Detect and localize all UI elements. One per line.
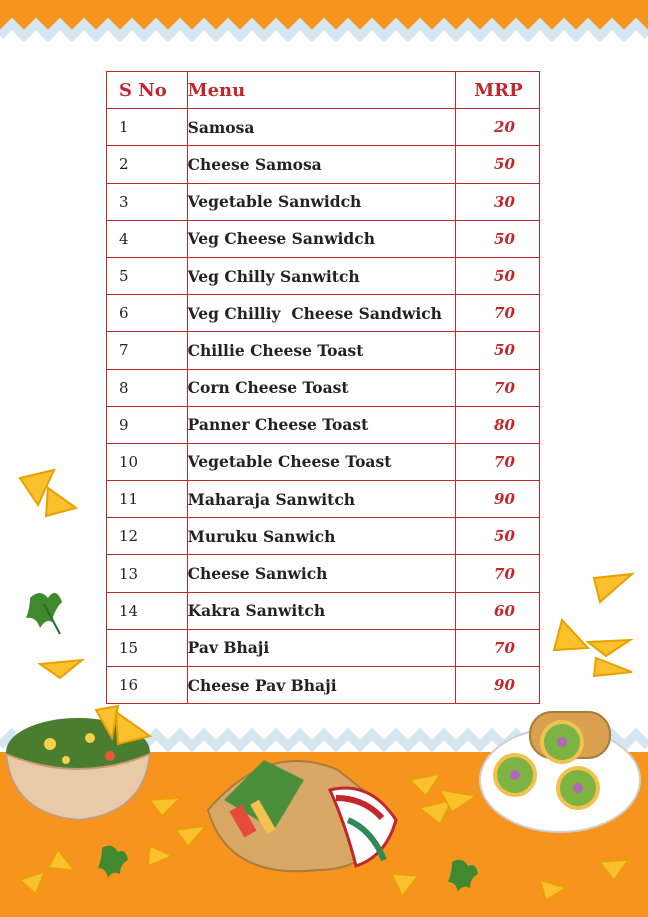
row-sno: 8 [107, 369, 188, 406]
table-row [107, 518, 540, 555]
row-sno: 1 [107, 109, 188, 146]
row-sno: 15 [107, 629, 188, 666]
row-mrp: 50 [455, 332, 539, 369]
table-row [107, 332, 540, 369]
row-item: Maharaja Sanwitch [187, 481, 455, 518]
table-row [107, 406, 540, 443]
table-row [107, 592, 540, 629]
header-menu: Menu [187, 72, 455, 109]
row-mrp: 50 [455, 518, 539, 555]
row-sno: 3 [107, 183, 188, 220]
table-row [107, 220, 540, 257]
row-sno: 5 [107, 257, 188, 294]
row-sno: 16 [107, 667, 188, 704]
row-item: Samosa [187, 109, 455, 146]
row-mrp: 70 [455, 369, 539, 406]
table-row [107, 667, 540, 704]
row-mrp: 90 [455, 481, 539, 518]
row-sno: 14 [107, 592, 188, 629]
table-row [107, 109, 540, 146]
row-sno: 9 [107, 406, 188, 443]
table-row [107, 146, 540, 183]
table-row [107, 183, 540, 220]
nacho-chip-icon [554, 574, 632, 676]
row-sno: 11 [107, 481, 188, 518]
menu-price-table [106, 71, 540, 704]
row-item: Veg Chilly Sanwitch [187, 257, 455, 294]
parsley-leaf-icon [26, 593, 62, 634]
row-sno: 12 [107, 518, 188, 555]
row-item: Muruku Sanwich [187, 518, 455, 555]
row-mrp: 70 [455, 295, 539, 332]
table-row [107, 369, 540, 406]
row-mrp: 70 [455, 443, 539, 480]
row-item: Vegetable Cheese Toast [187, 443, 455, 480]
table-row [107, 295, 540, 332]
table-row [107, 257, 540, 294]
row-item: Veg Chilliy Cheese Sandwich [187, 295, 455, 332]
row-mrp: 50 [455, 220, 539, 257]
table-row [107, 629, 540, 666]
row-sno: 4 [107, 220, 188, 257]
row-item: Veg Cheese Sanwidch [187, 220, 455, 257]
row-sno: 6 [107, 295, 188, 332]
row-item: Pav Bhaji [187, 629, 455, 666]
row-mrp: 20 [455, 109, 539, 146]
row-mrp: 80 [455, 406, 539, 443]
row-sno: 2 [107, 146, 188, 183]
row-item: Cheese Sanwich [187, 555, 455, 592]
row-item: Panner Cheese Toast [187, 406, 455, 443]
row-item: Kakra Sanwitch [187, 592, 455, 629]
table-row [107, 481, 540, 518]
row-mrp: 90 [455, 667, 539, 704]
row-mrp: 50 [455, 257, 539, 294]
row-item: Chillie Cheese Toast [187, 332, 455, 369]
header-mrp: MRP [455, 72, 539, 109]
row-item: Corn Cheese Toast [187, 369, 455, 406]
row-mrp: 50 [455, 146, 539, 183]
row-item: Cheese Samosa [187, 146, 455, 183]
row-mrp: 60 [455, 592, 539, 629]
row-item: Vegetable Sanwidch [187, 183, 455, 220]
row-item: Cheese Pav Bhaji [187, 667, 455, 704]
row-sno: 7 [107, 332, 188, 369]
table-row [107, 443, 540, 480]
row-mrp: 70 [455, 555, 539, 592]
table-header-row [107, 72, 540, 109]
table-row [107, 555, 540, 592]
stuffed-snack-plate-illustration [480, 712, 640, 832]
row-mrp: 70 [455, 629, 539, 666]
row-sno: 10 [107, 443, 188, 480]
nacho-chip-icon [20, 470, 82, 678]
header-sno: S No [107, 72, 188, 109]
row-mrp: 30 [455, 183, 539, 220]
row-sno: 13 [107, 555, 188, 592]
